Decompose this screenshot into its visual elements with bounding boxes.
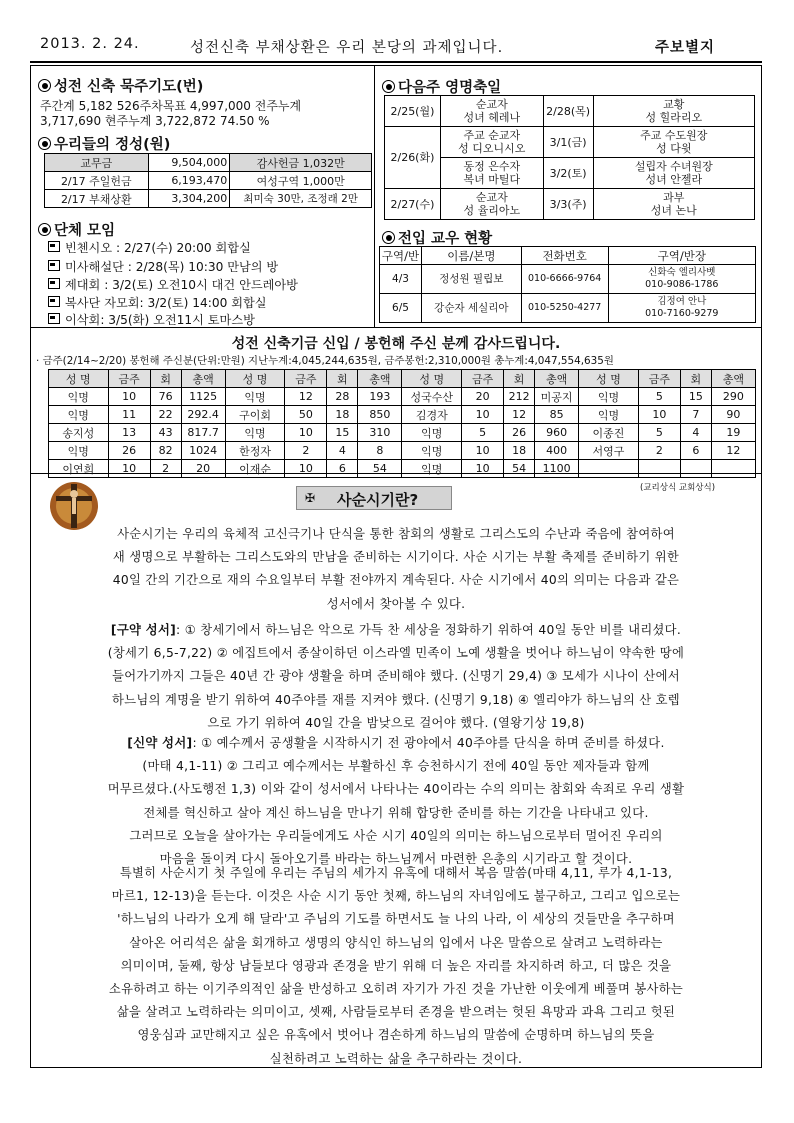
- gift-cell: 4: [680, 424, 711, 442]
- article-line: '하느님의 나라가 오게 해 달라'고 주님의 기도를 하면서도 늘 나의 나라, 이 세상의 것들만을 추구하며: [117, 912, 675, 927]
- gift-cell: 미공지: [535, 388, 579, 406]
- gift-cell: 한정자: [225, 442, 285, 460]
- gift-cell: 4: [327, 442, 358, 460]
- ot-label: [구약 성서]: [110, 623, 177, 637]
- gift-cell: 10: [285, 460, 327, 478]
- frame-left: [30, 65, 31, 1068]
- circle-bullet-icon: [382, 231, 395, 244]
- newcomers-table: [379, 246, 756, 323]
- offering-note: 최미숙 30만, 조정래 2만: [230, 190, 372, 208]
- gift-col-header: 금주: [108, 370, 150, 388]
- gift-cell: 익명: [49, 442, 109, 460]
- gift-cell: 1100: [535, 460, 579, 478]
- gift-cell: 이연희: [49, 460, 109, 478]
- gift-cell: 익명: [49, 388, 109, 406]
- gift-cell: 18: [327, 406, 358, 424]
- article-line: 영웅심과 교만해지고 싶은 유혹에서 벗어나 겸손하게 하느님의 말씀에 순명하며 하느님의 뜻을: [137, 1028, 655, 1043]
- pointing-hand-icon: [48, 296, 60, 307]
- gift-col-header: 성 명: [225, 370, 285, 388]
- feast-row: [385, 96, 755, 127]
- article-line: 전체를 혁신하고 살아 계신 하느님을 만나기 위해 합당한 준비를 하는 기간을 나타내고 있다.: [143, 805, 649, 820]
- gifts-summary: · 금주(2/14~2/20) 봉헌해 주신분(단위:만원) 지난누계:4,045,244,635원, 금주봉헌:2,310,000원 총누계:4,047,554,635원: [36, 355, 614, 367]
- gift-col-header: 성 명: [49, 370, 109, 388]
- gift-cell: 85: [535, 406, 579, 424]
- pointing-hand-icon: [48, 278, 60, 289]
- gift-cell: [680, 460, 711, 478]
- gift-cell: 서영구: [579, 442, 639, 460]
- feast-date: 3/2(토): [543, 158, 593, 189]
- gift-cell: 212: [504, 388, 535, 406]
- article-line: 삶을 살려고 노력하라는 의미이고, 셋째, 사람들로부터 존경을 받으려는 헛된 욕망과 과욕 그리고 헛된: [116, 1005, 676, 1020]
- article-title: 사순시기란?: [337, 491, 419, 509]
- gift-col-header: 금주: [638, 370, 680, 388]
- col-header: 구역/반: [380, 247, 422, 265]
- gift-cell: 7: [680, 406, 711, 424]
- article-line: 살아온 어리석은 삶을 회개하고 생명의 양식인 하느님의 입에서 나온 말씀으로 살려고 노력하라는: [129, 935, 663, 950]
- gift-cell: 6: [680, 442, 711, 460]
- gift-row: [49, 406, 756, 424]
- gift-cell: 8: [358, 442, 402, 460]
- feast-row: [385, 189, 755, 220]
- newcomer-phone: 010-6666-9764: [521, 265, 608, 294]
- circle-bullet-icon: [38, 223, 51, 236]
- gifts-table: [48, 369, 756, 478]
- gift-cell: 이종진: [579, 424, 639, 442]
- article-line: 의미이며, 둘째, 항상 남들보다 영광과 존경을 받기 위해 더 높은 자리를 차지하려 하고, 더 많은 것을: [120, 958, 672, 973]
- gift-cell: 817.7: [181, 424, 225, 442]
- gift-col-header: 총액: [535, 370, 579, 388]
- article-line: (마태 4,1-11) ② 그리고 예수께서는 부활하신 후 승천하시기 전에 40일 동안 제자들과 함께: [142, 759, 650, 774]
- gift-cell: 193: [358, 388, 402, 406]
- article-line: 하느님의 계명을 받기 위하여 40주야를 재를 지켜야 했다. (신명기 9,18) ④ 엘리야가 하느님의 산 호렙: [112, 692, 680, 707]
- gift-cell: 54: [358, 460, 402, 478]
- col-header: 이름/본명: [421, 247, 521, 265]
- gift-cell: 15: [680, 388, 711, 406]
- article-line: 실천하려고 노력하는 삶을 추구하라는 것이다.: [269, 1051, 523, 1066]
- feast-saint: 주교 순교자 성 디오니시오: [440, 127, 543, 158]
- offering-note: 여성구역 1,000만: [230, 172, 372, 190]
- article-line: 40일 간의 기간으로 재의 수요일부터 부활 전야까지 계속된다. 사순 시기에서 40의 의미는 다음과 같은: [112, 573, 680, 588]
- gift-cell: 82: [150, 442, 181, 460]
- gift-cell: 10: [462, 442, 504, 460]
- article-line: 마음을 돌이켜 다시 돌아오기를 바라는 하느님께서 마련한 은총의 시기라고 할 것이다.: [159, 852, 633, 867]
- gift-cell: 400: [535, 442, 579, 460]
- article-line: 성서에서 찾아볼 수 있다.: [326, 596, 466, 611]
- gift-cell: 290: [711, 388, 755, 406]
- gift-cell: 익명: [49, 406, 109, 424]
- feast-date: 2/26(화): [385, 127, 441, 189]
- gift-cell: 10: [462, 406, 504, 424]
- gifts-title: 성전 신축기금 신입 / 봉헌해 주신 분께 감사드립니다.: [231, 336, 561, 352]
- gift-cell: [638, 460, 680, 478]
- gift-col-header: 회: [150, 370, 181, 388]
- col-header: 전화번호: [521, 247, 608, 265]
- feast-saint: 과부 성녀 논나: [593, 189, 754, 220]
- gift-cell: 5: [638, 388, 680, 406]
- newcomer-phone: 010-5250-4277: [521, 294, 608, 323]
- bulletin-section: 주보별지: [655, 40, 716, 56]
- offering-row: [45, 172, 372, 190]
- prayer-line-2: 3,717,690 현주누계 3,722,872 74.50 %: [40, 114, 270, 128]
- column-divider: [374, 65, 375, 327]
- gift-cell: 12: [504, 406, 535, 424]
- frame-right: [761, 65, 762, 1068]
- gift-cell: 13: [108, 424, 150, 442]
- circle-bullet-icon: [38, 79, 51, 92]
- gift-cell: 19: [711, 424, 755, 442]
- feast-saint: 설립자 수녀원장 성녀 안젤라: [593, 158, 754, 189]
- gift-cell: 성국수산: [402, 388, 462, 406]
- gift-cell: 김경자: [402, 406, 462, 424]
- group-item: 복사단 자모회: 3/2(토) 14:00 회합실: [48, 294, 267, 311]
- feast-date: 2/28(목): [543, 96, 593, 127]
- gift-cell: 76: [150, 388, 181, 406]
- gift-cell: [711, 460, 755, 478]
- article-line: 사순시기는 우리의 육체적 고신극기나 단식을 통한 참회의 생활로 그리스도의 수난과 죽음에 참여하여: [117, 527, 675, 541]
- gift-col-header: 총액: [711, 370, 755, 388]
- offering-note: 감사헌금 1,032만: [230, 154, 372, 172]
- newcomer-ward: 4/3: [380, 265, 422, 294]
- feast-saint: 순교자 성 율리아노: [440, 189, 543, 220]
- article-line: [구약 성서]: ① 창세기에서 하느님은 악으로 가득 찬 세상을 정화하기 위하여 40일 동안 비를 내리셨다.: [110, 623, 682, 637]
- gift-cell: 11: [108, 406, 150, 424]
- gift-cell: 익명: [402, 442, 462, 460]
- pointing-hand-icon: [48, 260, 60, 271]
- group-item: 이삭회: 3/5(화) 오전11시 토마스방: [48, 311, 255, 328]
- article-line: 소유하려고 하는 이기주의적인 삶을 반성하고 오히려 자기가 가진 것을 가난한 이웃에게 베풀며 봉사하는: [108, 982, 684, 997]
- gift-cell: 20: [462, 388, 504, 406]
- gift-cell: 5: [462, 424, 504, 442]
- gift-col-header: 금주: [285, 370, 327, 388]
- gift-col-header: 회: [327, 370, 358, 388]
- offering-title: 우리들의 정성(원): [38, 133, 170, 154]
- cross-symbol-icon: ✠: [305, 491, 316, 505]
- gift-cell: 850: [358, 406, 402, 424]
- gift-cell: 익명: [402, 460, 462, 478]
- gift-cell: 익명: [225, 388, 285, 406]
- gift-row: [49, 460, 756, 478]
- feast-date: 2/25(월): [385, 96, 441, 127]
- gift-cell: 43: [150, 424, 181, 442]
- gift-cell: 15: [327, 424, 358, 442]
- group-item: 제대회 : 3/2(토) 오전10시 대건 안드레아방: [48, 276, 298, 293]
- gift-cell: 90: [711, 406, 755, 424]
- gift-col-header: 회: [504, 370, 535, 388]
- article-source: (교리상식 교회상식): [640, 483, 716, 493]
- gift-cell: 22: [150, 406, 181, 424]
- gift-cell: 10: [108, 388, 150, 406]
- gift-cell: 송지성: [49, 424, 109, 442]
- article-line: 들어가기까지 그들은 40년 간 광야 생활을 하며 준비해야 했다. (신명기 29,4) ③ 모세가 시나이 산에서: [112, 669, 680, 684]
- article-line: 머무르셨다.(사도행전 1,3) 이와 같이 성서에서 나타나는 40이라는 수의 의미는 참회와 속죄로 우리 생활: [107, 782, 685, 797]
- gift-row: [49, 388, 756, 406]
- gift-cell: 1024: [181, 442, 225, 460]
- gift-cell: 54: [504, 460, 535, 478]
- newcomer-row: [380, 294, 756, 323]
- gift-cell: 18: [504, 442, 535, 460]
- article-line: 마르1, 12-13)을 듣는다. 이것은 사순 시기 동안 첫째, 하느님의 자녀임에도 불구하고, 그리고 입으로는: [111, 889, 681, 904]
- offering-label: 2/17 주일헌금: [45, 172, 149, 190]
- gift-cell: 10: [285, 424, 327, 442]
- newcomer-ward: 6/5: [380, 294, 422, 323]
- gift-cell: 익명: [402, 424, 462, 442]
- gift-col-header: 회: [680, 370, 711, 388]
- circle-bullet-icon: [382, 80, 395, 93]
- header-rule-thin: [30, 65, 762, 66]
- gift-col-header: 성 명: [579, 370, 639, 388]
- offering-amount: 9,504,000: [148, 154, 230, 172]
- newcomer-leader: 신화숙 엘리사벳 010-9086-1786: [608, 265, 755, 294]
- gift-cell: 10: [638, 406, 680, 424]
- feast-saint: 순교자 성녀 헤레나: [440, 96, 543, 127]
- offering-amount: 3,304,200: [148, 190, 230, 208]
- article-title-box: [296, 486, 452, 510]
- feast-table: [384, 95, 755, 220]
- newcomer-name: 정성원 필립보: [421, 265, 521, 294]
- offering-row: [45, 190, 372, 208]
- gift-cell: 12: [285, 388, 327, 406]
- gift-col-header: 금주: [462, 370, 504, 388]
- gift-cell: 50: [285, 406, 327, 424]
- gift-cell: 28: [327, 388, 358, 406]
- gift-cell: 310: [358, 424, 402, 442]
- gift-cell: 10: [108, 460, 150, 478]
- gift-cell: 12: [711, 442, 755, 460]
- nt-label: [신약 성서]: [127, 736, 193, 750]
- newcomer-leader: 김정여 안나 010-7160-9279: [608, 294, 755, 323]
- article-intro: [46, 523, 746, 616]
- feast-date: 3/3(주): [543, 189, 593, 220]
- gift-cell: 20: [181, 460, 225, 478]
- gift-cell: 5: [638, 424, 680, 442]
- article-line: 특별히 사순시기 첫 주일에 우리는 주님의 세가지 유혹에 대해서 복음 말씀(마태 4,11, 루가 4,1-13,: [119, 866, 673, 880]
- gift-cell: 6: [327, 460, 358, 478]
- article-line: 그러므로 오늘을 살아가는 우리들에게도 사순 시기 40일의 의미는 하느님으로부터 멀어진 우리의: [129, 828, 663, 843]
- feast-row: [385, 127, 755, 158]
- feast-saint: 동정 은수자 복녀 마틸다: [440, 158, 543, 189]
- newcomer-name: 강순자 세실리아: [421, 294, 521, 323]
- newcomers-header-row: [380, 247, 756, 265]
- article-closing: [46, 862, 746, 1071]
- gift-cell: 익명: [579, 388, 639, 406]
- group-item: 빈첸시오 : 2/27(수) 20:00 회합실: [48, 239, 251, 256]
- bulletin-motto: 성전신축 부채상환은 우리 본당의 과제입니다.: [190, 40, 504, 56]
- gifts-header-row: [49, 370, 756, 388]
- feast-date: 2/27(수): [385, 189, 441, 220]
- gift-cell: 26: [504, 424, 535, 442]
- newcomer-row: [380, 265, 756, 294]
- gift-cell: 960: [535, 424, 579, 442]
- offering-label: 2/17 부채상환: [45, 190, 149, 208]
- gift-cell: 이재순: [225, 460, 285, 478]
- feast-saint: 주교 수도원장 성 다윗: [593, 127, 754, 158]
- gift-row: [49, 424, 756, 442]
- article-line: 새 생명으로 부활하는 그리스도와의 만남을 준비하는 시기이다. 사순 시기는 부활 축제를 준비하기 위한: [112, 550, 680, 565]
- header-rule: [30, 61, 762, 63]
- pointing-hand-icon: [48, 241, 60, 252]
- article-line: [신약 성서]: ① 예수께서 공생활을 시작하시기 전 광야에서 40주야를 단식을 하며 준비를 하셨다.: [127, 736, 665, 750]
- gift-cell: 익명: [579, 406, 639, 424]
- gift-cell: 익명: [225, 424, 285, 442]
- gift-cell: 26: [108, 442, 150, 460]
- feast-row: [385, 158, 755, 189]
- gift-cell: 구이회: [225, 406, 285, 424]
- gift-cell: 2: [285, 442, 327, 460]
- article-new-testament: [46, 732, 746, 871]
- offering-table: [44, 153, 372, 208]
- prayer-line-1: 주간계 5,182 526주차목표 4,997,000 전주누계: [40, 99, 302, 113]
- col-header: 구역/반장: [608, 247, 755, 265]
- article-old-testament: [46, 619, 746, 735]
- groups-title: 단체 모임: [38, 219, 115, 240]
- gift-cell: 2: [150, 460, 181, 478]
- feast-title: 다음주 영명축일: [382, 76, 501, 97]
- article-line: 으로 가기 위하여 40일 간을 밤낮으로 걸어야 했다. (열왕기상 19,8): [207, 715, 585, 730]
- feast-date: 3/1(금): [543, 127, 593, 158]
- gift-col-header: 총액: [181, 370, 225, 388]
- offering-row: [45, 154, 372, 172]
- offering-label: 교무금: [45, 154, 149, 172]
- gift-cell: 2: [638, 442, 680, 460]
- feast-saint: 교황 성 힐라리오: [593, 96, 754, 127]
- newcomers-title: 전입 교우 현황: [382, 227, 492, 248]
- pointing-hand-icon: [48, 313, 60, 324]
- group-item: 미사해설단 : 2/28(목) 10:30 만남의 방: [48, 258, 278, 275]
- gift-col-header: 총액: [358, 370, 402, 388]
- prayer-title: 성전 신축 묵주기도(번): [38, 75, 203, 96]
- gift-cell: 1125: [181, 388, 225, 406]
- article-line: (창세기 6,5-7,22) ② 에집트에서 종살이하던 이스라엘 민족이 노예 생활을 벗어나 하느님이 약속한 땅에: [107, 646, 685, 661]
- gift-col-header: 성 명: [402, 370, 462, 388]
- circle-bullet-icon: [38, 137, 51, 150]
- offering-amount: 6,193,470: [148, 172, 230, 190]
- gift-cell: 10: [462, 460, 504, 478]
- gift-cell: [579, 460, 639, 478]
- gift-row: [49, 442, 756, 460]
- bulletin-date: 2013. 2. 24.: [40, 36, 140, 52]
- gift-cell: 292.4: [181, 406, 225, 424]
